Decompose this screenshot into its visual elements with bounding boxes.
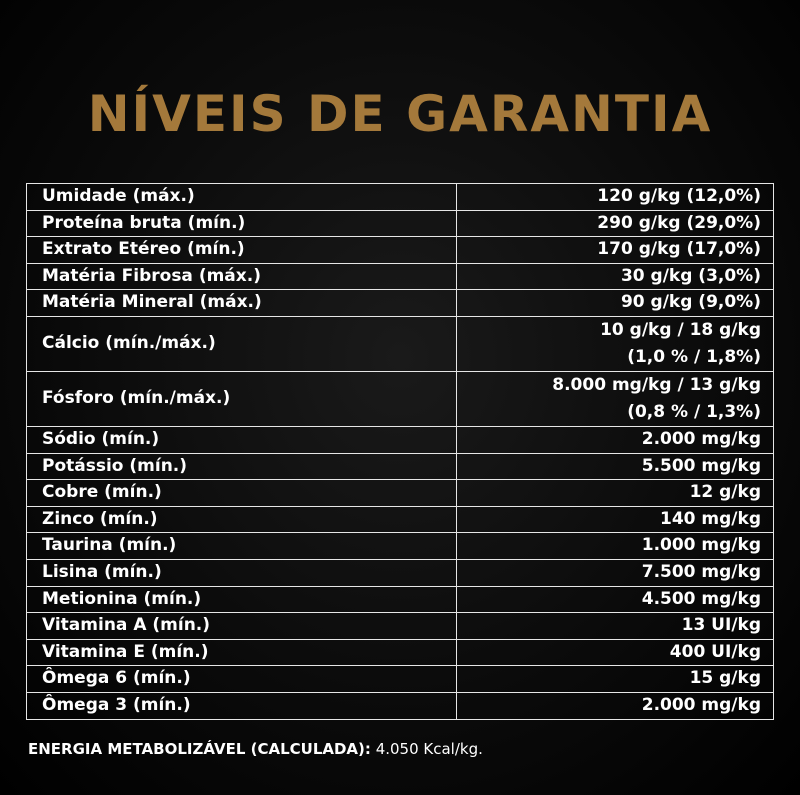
nutrient-name: Cálcio (mín./máx.) bbox=[27, 316, 457, 371]
table-row bbox=[27, 237, 774, 264]
nutrient-value-line: 15 g/kg bbox=[689, 668, 761, 689]
nutrient-value-line: 10 g/kg / 18 g/kg bbox=[600, 319, 761, 340]
nutrient-value bbox=[457, 559, 774, 586]
nutrient-value bbox=[457, 184, 774, 211]
nutrient-value-line: 90 g/kg (9,0%) bbox=[620, 292, 761, 313]
nutrient-value bbox=[457, 639, 774, 666]
nutrient-name: Lisina (mín.) bbox=[27, 559, 457, 586]
table-row bbox=[27, 506, 774, 533]
metabolizable-energy-note bbox=[28, 740, 483, 758]
nutrient-name: Sódio (mín.) bbox=[27, 426, 457, 453]
table-row bbox=[27, 263, 774, 290]
table-row bbox=[27, 666, 774, 693]
nutrient-value bbox=[457, 613, 774, 640]
nutrient-name: Vitamina A (mín.) bbox=[27, 613, 457, 640]
nutrient-name: Ômega 6 (mín.) bbox=[27, 666, 457, 693]
nutrient-name: Ômega 3 (mín.) bbox=[27, 692, 457, 719]
table-row bbox=[27, 480, 774, 507]
guarantee-levels-table-body bbox=[27, 184, 774, 720]
table-row bbox=[27, 613, 774, 640]
table-row bbox=[27, 639, 774, 666]
nutrient-value bbox=[457, 453, 774, 480]
metabolizable-energy-value: 4.050 Kcal/kg. bbox=[375, 740, 483, 758]
nutrient-value-line: 400 UI/kg bbox=[669, 641, 761, 662]
nutrient-value-line: 1.000 mg/kg bbox=[641, 535, 761, 556]
nutrient-value-line: 7.500 mg/kg bbox=[641, 561, 761, 582]
nutrient-value-line: (0,8 % / 1,3%) bbox=[627, 401, 761, 422]
nutrient-value-line: 2.000 mg/kg bbox=[641, 694, 761, 715]
nutrient-value-line: 8.000 mg/kg / 13 g/kg bbox=[552, 374, 761, 395]
guarantee-levels-table-container bbox=[26, 183, 773, 720]
table-row bbox=[27, 453, 774, 480]
nutrient-value bbox=[457, 316, 774, 371]
table-row bbox=[27, 184, 774, 211]
nutrient-value bbox=[457, 210, 774, 237]
nutrient-value bbox=[457, 263, 774, 290]
table-row bbox=[27, 426, 774, 453]
nutrient-value bbox=[457, 586, 774, 613]
table-row bbox=[27, 533, 774, 560]
nutrient-name: Taurina (mín.) bbox=[27, 533, 457, 560]
nutrient-value-line: 290 g/kg (29,0%) bbox=[597, 212, 761, 233]
nutrient-name: Matéria Mineral (máx.) bbox=[27, 290, 457, 317]
table-row bbox=[27, 559, 774, 586]
table-row bbox=[27, 692, 774, 719]
nutrient-value bbox=[457, 666, 774, 693]
nutrient-value bbox=[457, 506, 774, 533]
table-row bbox=[27, 371, 774, 426]
table-row bbox=[27, 586, 774, 613]
nutrient-name: Fósforo (mín./máx.) bbox=[27, 371, 457, 426]
nutrient-value-line: 140 mg/kg bbox=[660, 508, 761, 529]
nutrient-value-line: 12 g/kg bbox=[689, 482, 761, 503]
table-row bbox=[27, 290, 774, 317]
nutrient-value-line: 170 g/kg (17,0%) bbox=[597, 239, 761, 260]
nutrient-value-line: 2.000 mg/kg bbox=[641, 428, 761, 449]
nutrient-value bbox=[457, 371, 774, 426]
nutrient-value-line: 5.500 mg/kg bbox=[641, 455, 761, 476]
nutrient-value-line: 13 UI/kg bbox=[681, 615, 761, 636]
nutrient-value-line: 30 g/kg (3,0%) bbox=[620, 265, 761, 286]
metabolizable-energy-label: ENERGIA METABOLIZÁVEL (CALCULADA): bbox=[28, 740, 371, 758]
nutrient-value-line: 4.500 mg/kg bbox=[641, 588, 761, 609]
nutrient-value bbox=[457, 237, 774, 264]
nutrient-value bbox=[457, 692, 774, 719]
nutrient-value-line: 120 g/kg (12,0%) bbox=[597, 186, 761, 206]
nutrient-value bbox=[457, 480, 774, 507]
nutrient-name: Potássio (mín.) bbox=[27, 453, 457, 480]
nutrient-name: Proteína bruta (mín.) bbox=[27, 210, 457, 237]
nutrient-value-line: (1,0 % / 1,8%) bbox=[627, 346, 761, 367]
nutrient-value bbox=[457, 426, 774, 453]
guarantee-levels-table bbox=[26, 183, 774, 720]
table-row bbox=[27, 210, 774, 237]
nutrient-name: Cobre (mín.) bbox=[27, 480, 457, 507]
nutrient-name: Matéria Fibrosa (máx.) bbox=[27, 263, 457, 290]
nutrient-name: Metionina (mín.) bbox=[27, 586, 457, 613]
nutrient-value bbox=[457, 533, 774, 560]
page-title: NÍVEIS DE GARANTIA bbox=[87, 85, 713, 143]
table-row bbox=[27, 316, 774, 371]
nutrient-name: Vitamina E (mín.) bbox=[27, 639, 457, 666]
nutrient-name: Umidade (máx.) bbox=[27, 184, 457, 211]
nutrient-name: Extrato Etéreo (mín.) bbox=[27, 237, 457, 264]
nutrient-name: Zinco (mín.) bbox=[27, 506, 457, 533]
nutrient-value bbox=[457, 290, 774, 317]
